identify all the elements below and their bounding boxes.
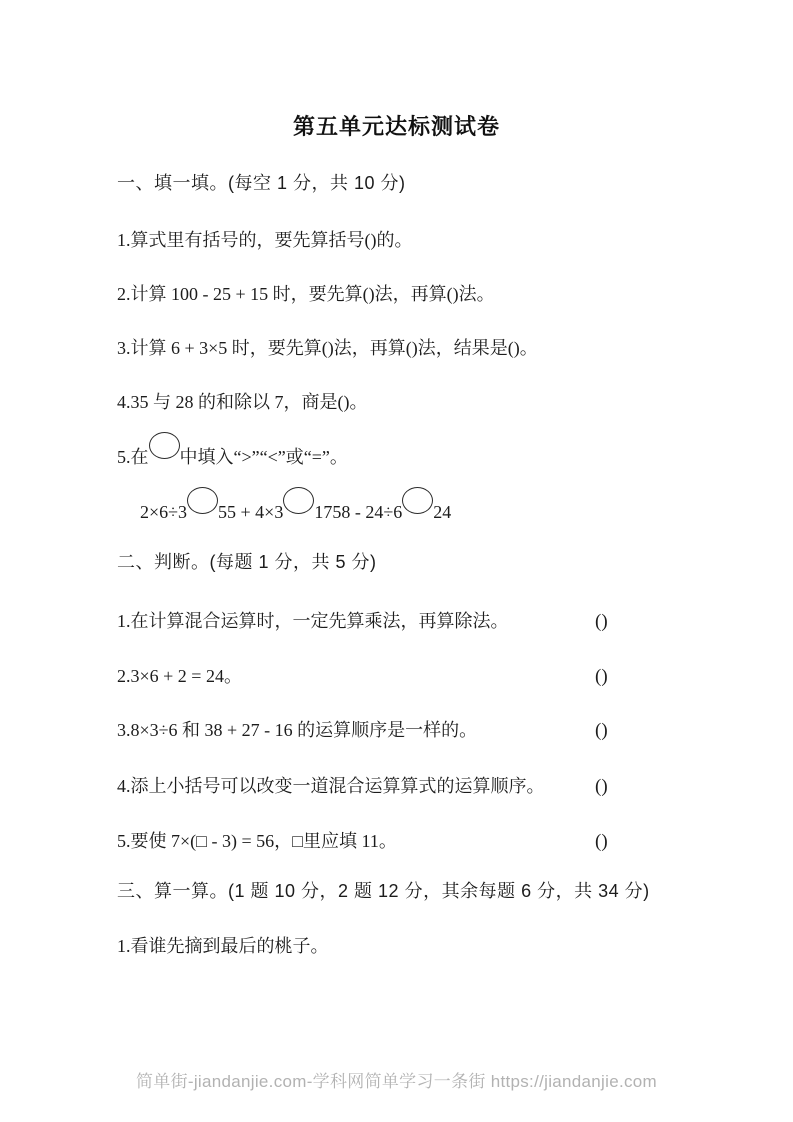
answer-brackets: () xyxy=(595,666,608,687)
section1-question-5 xyxy=(117,432,348,469)
compare-circle xyxy=(187,487,218,514)
answer-brackets: () xyxy=(595,831,608,852)
section3-question-1: 1.看谁先摘到最后的桃子。 xyxy=(117,936,329,956)
expression-segment: 55 + 4×3 xyxy=(218,502,284,522)
section2-judgment-1 xyxy=(117,610,717,633)
expression-segment: 2×6÷3 xyxy=(140,502,188,522)
expression-segment: 1758 - 24÷6 xyxy=(314,502,403,522)
section2-judgment-2 xyxy=(117,665,717,688)
watermark-footer: 简单街-jiandanjie.com-学科网简单学习一条街 https://jiandanjie.com xyxy=(135,1072,658,1091)
section2-judgment-5 xyxy=(117,830,717,853)
section1-question-1: 1.算式里有括号的，要先算括号()的。 xyxy=(117,230,413,250)
section1-question-5-expressions xyxy=(140,487,451,524)
section1-question-3: 3.计算 6 + 3×5 时，要先算()法，再算()法，结果是()。 xyxy=(117,338,538,358)
section1-question-4: 4.35 与 28 的和除以 7，商是()。 xyxy=(117,392,368,412)
expression-segment: 24 xyxy=(433,502,452,522)
question-5-suffix: 中填入“>”“<”或“=”。 xyxy=(179,447,348,467)
section2-judgment-4 xyxy=(117,775,717,798)
section1-heading: 一、填一填。(每空 1 分，共 10 分) xyxy=(117,173,406,193)
compare-circle xyxy=(402,487,433,514)
question-5-prefix: 5.在 xyxy=(117,447,149,467)
page-title: 第五单元达标测试卷 xyxy=(292,114,500,139)
section2-judgment-3 xyxy=(117,719,717,742)
section1-question-2: 2.计算 100 - 25 + 15 时，要先算()法，再算()法。 xyxy=(117,284,495,304)
judgment-text: 2.3×6 + 2 = 24。 xyxy=(117,666,242,686)
answer-brackets: () xyxy=(595,611,608,632)
judgment-text: 3.8×3÷6 和 38 + 27 - 16 的运算顺序是一样的。 xyxy=(117,720,478,740)
answer-brackets: () xyxy=(595,720,608,741)
section2-heading: 二、判断。(每题 1 分，共 5 分) xyxy=(117,552,377,572)
compare-circle xyxy=(283,487,314,514)
compare-circle xyxy=(149,432,180,459)
judgment-text: 5.要使 7×(□ - 3) = 56，□里应填 11。 xyxy=(117,831,397,851)
answer-brackets: () xyxy=(595,776,608,797)
judgment-text: 1.在计算混合运算时，一定先算乘法，再算除法。 xyxy=(117,611,509,631)
section3-heading: 三、算一算。(1 题 10 分，2 题 12 分，其余每题 6 分，共 34 分) xyxy=(117,881,650,901)
judgment-text: 4.添上小括号可以改变一道混合运算算式的运算顺序。 xyxy=(117,776,545,796)
